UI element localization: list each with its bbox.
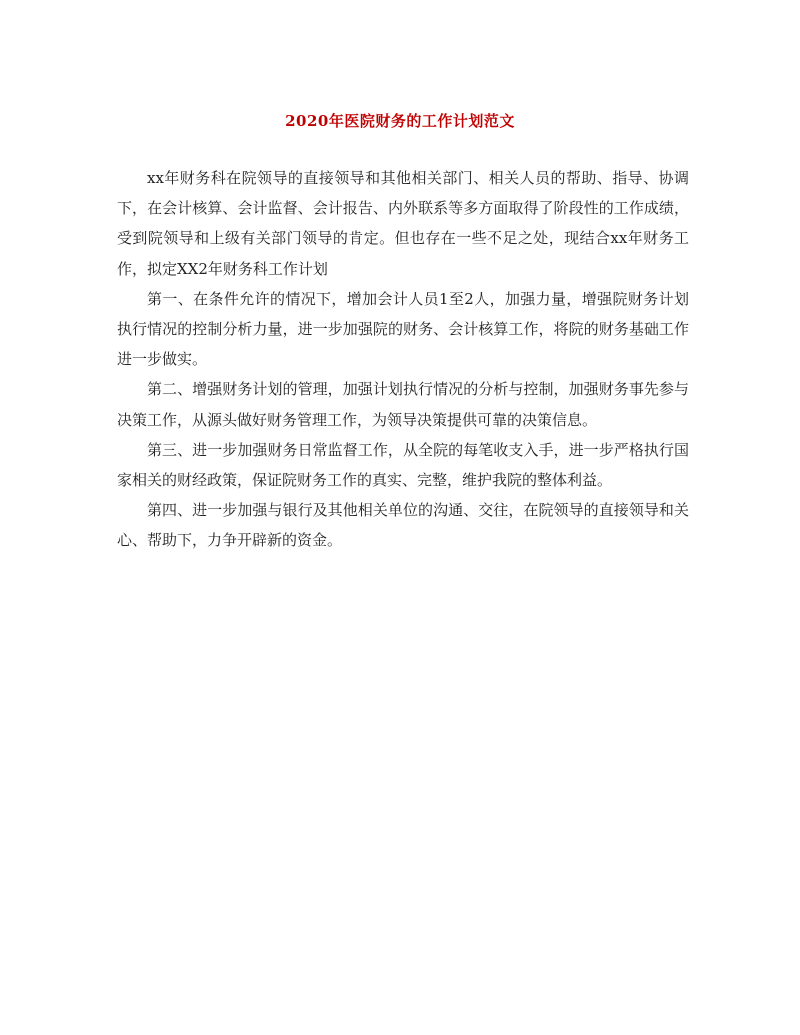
paragraph-second: 第二、增强财务计划的管理，加强计划执行情况的分析与控制，加强财务事先参与决策工作，从源头做好财务管理工作，为领导决策提供可靠的决策信息。	[117, 380, 689, 429]
paragraph-first: 第一、在条件允许的情况下，增加会计人员1至2人，加强力量，增强院财务计划执行情况的控制分析力量，进一步加强院的财务、会计核算工作，将院的财务基础工作进一步做实。	[117, 289, 689, 369]
paragraph-third: 第三、进一步加强财务日常监督工作，从全院的每笔收支入手，进一步严格执行国家相关的财经政策，保证院财务工作的真实、完整，维护我院的整体利益。	[117, 440, 689, 490]
paragraph-intro: xx年财务科在院领导的直接领导和其他相关部门、相关人员的帮助、指导、协调下，在会计核算、会计监督、会计报告、内外联系等多方面取得了阶段性的工作成绩，受到院领导和上级有关部门领导的肯定。但也存在一些不足之处，现结合xx年财务工作，拟定XX2年财务科工作计划	[117, 169, 689, 278]
document-title: 2020年医院财务的工作计划范文	[285, 112, 515, 130]
paragraph-fourth: 第四、进一步加强与银行及其他相关单位的沟通、交往，在院领导的直接领导和关心、帮助下，力争开辟新的资金。	[117, 501, 689, 550]
document-body	[117, 163, 689, 556]
